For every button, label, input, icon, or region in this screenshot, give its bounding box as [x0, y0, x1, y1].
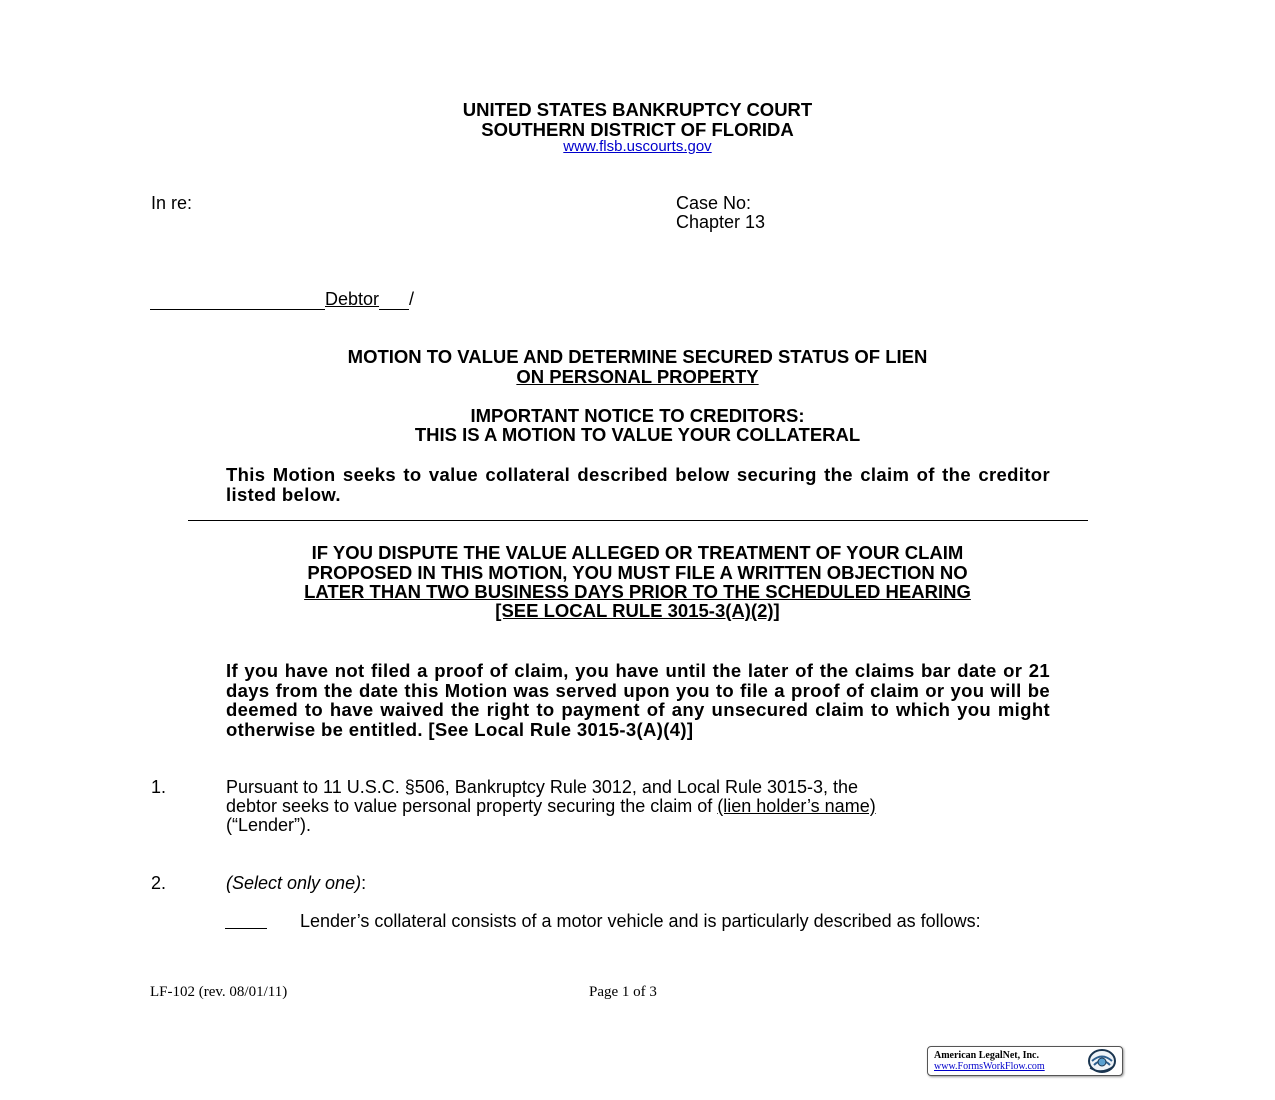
- chapter-label: Chapter 13: [676, 212, 766, 232]
- item-1-number: 1.: [151, 777, 167, 797]
- page-number: Page 1 of 3: [589, 984, 657, 1000]
- dispute-line-4-row: [0, 601, 1275, 621]
- notice-intro-paragraph: This Motion seeks to value collateral described below securing the claim of the creditor listed below.: [226, 464, 1050, 505]
- form-id: LF-102 (rev. 08/01/11): [150, 984, 288, 1000]
- publisher-name: American LegalNet, Inc.: [934, 1050, 1039, 1061]
- district-name: SOUTHERN DISTRICT OF FLORIDA: [481, 119, 794, 140]
- dispute-line-3-row: [0, 582, 1275, 602]
- debtor-line: [150, 290, 414, 310]
- item-2-colon: :: [361, 873, 367, 893]
- item-1-line-2-text: debtor seeks to value personal property securing the claim of: [226, 796, 713, 816]
- publisher-badge[interactable]: [927, 1046, 1123, 1076]
- case-number-label: Case No:: [676, 193, 752, 213]
- item-1-line-1: Pursuant to 11 U.S.C. §506, Bankruptcy Rule 3012, and Local Rule 3015-3, the: [226, 777, 859, 797]
- notice-subheading: THIS IS A MOTION TO VALUE YOUR COLLATERAL: [414, 424, 861, 445]
- court-website-link[interactable]: www.flsb.uscourts.gov: [563, 138, 712, 155]
- item-1-line-3: (“Lender”).: [226, 815, 312, 835]
- publisher-globe-icon: [1086, 1048, 1118, 1074]
- dispute-line-1: IF YOU DISPUTE THE VALUE ALLEGED OR TREATMENT OF YOUR CLAIM: [311, 542, 964, 563]
- debtor-label: Debtor: [325, 289, 380, 309]
- item-2-instruction-row: [226, 874, 366, 894]
- dispute-line-3: LATER THAN TWO BUSINESS DAYS PRIOR TO THE SCHEDULED HEARING: [304, 581, 971, 602]
- in-re-label: In re:: [151, 193, 193, 213]
- debtor-slash: /: [409, 289, 415, 309]
- motor-vehicle-select-blank[interactable]: [225, 928, 267, 929]
- proof-of-claim-paragraph: If you have not filed a proof of claim, you have until the later of the claims bar date or 21 days from the date this Motion was served upon you to file a proof of claim or you will be deemed to have waived the right to payment of any unsecured claim to which you might otherwise be entitled. [See Local Rule 3015-3(A)(4)]: [226, 660, 1050, 740]
- lien-holder-name-field[interactable]: (lien holder’s name): [717, 796, 876, 816]
- item-1-line-2: [226, 797, 1136, 817]
- court-website-row: [0, 138, 1275, 156]
- dispute-line-2: PROPOSED IN THIS MOTION, YOU MUST FILE A WRITTEN OBJECTION NO: [307, 562, 968, 583]
- publisher-url[interactable]: www.FormsWorkFlow.com: [934, 1061, 1045, 1072]
- dispute-line-4: [SEE LOCAL RULE 3015-3(A)(2)]: [495, 600, 780, 621]
- motion-title-line2: ON PERSONAL PROPERTY: [516, 366, 759, 387]
- item-2-number: 2.: [151, 873, 167, 893]
- debtor-trailing-blank: [379, 291, 409, 310]
- motion-title: MOTION TO VALUE AND DETERMINE SECURED STATUS OF LIEN: [347, 346, 928, 367]
- court-name: UNITED STATES BANKRUPTCY COURT: [462, 99, 813, 120]
- section-divider: [188, 520, 1088, 521]
- item-2-instruction: (Select only one): [226, 873, 362, 893]
- motion-title-subline: [0, 367, 1275, 387]
- notice-heading: IMPORTANT NOTICE TO CREDITORS:: [470, 405, 805, 426]
- motor-vehicle-option-text: Lender’s collateral consists of a motor vehicle and is particularly described as follows:: [300, 911, 981, 931]
- debtor-name-blank[interactable]: [150, 291, 325, 310]
